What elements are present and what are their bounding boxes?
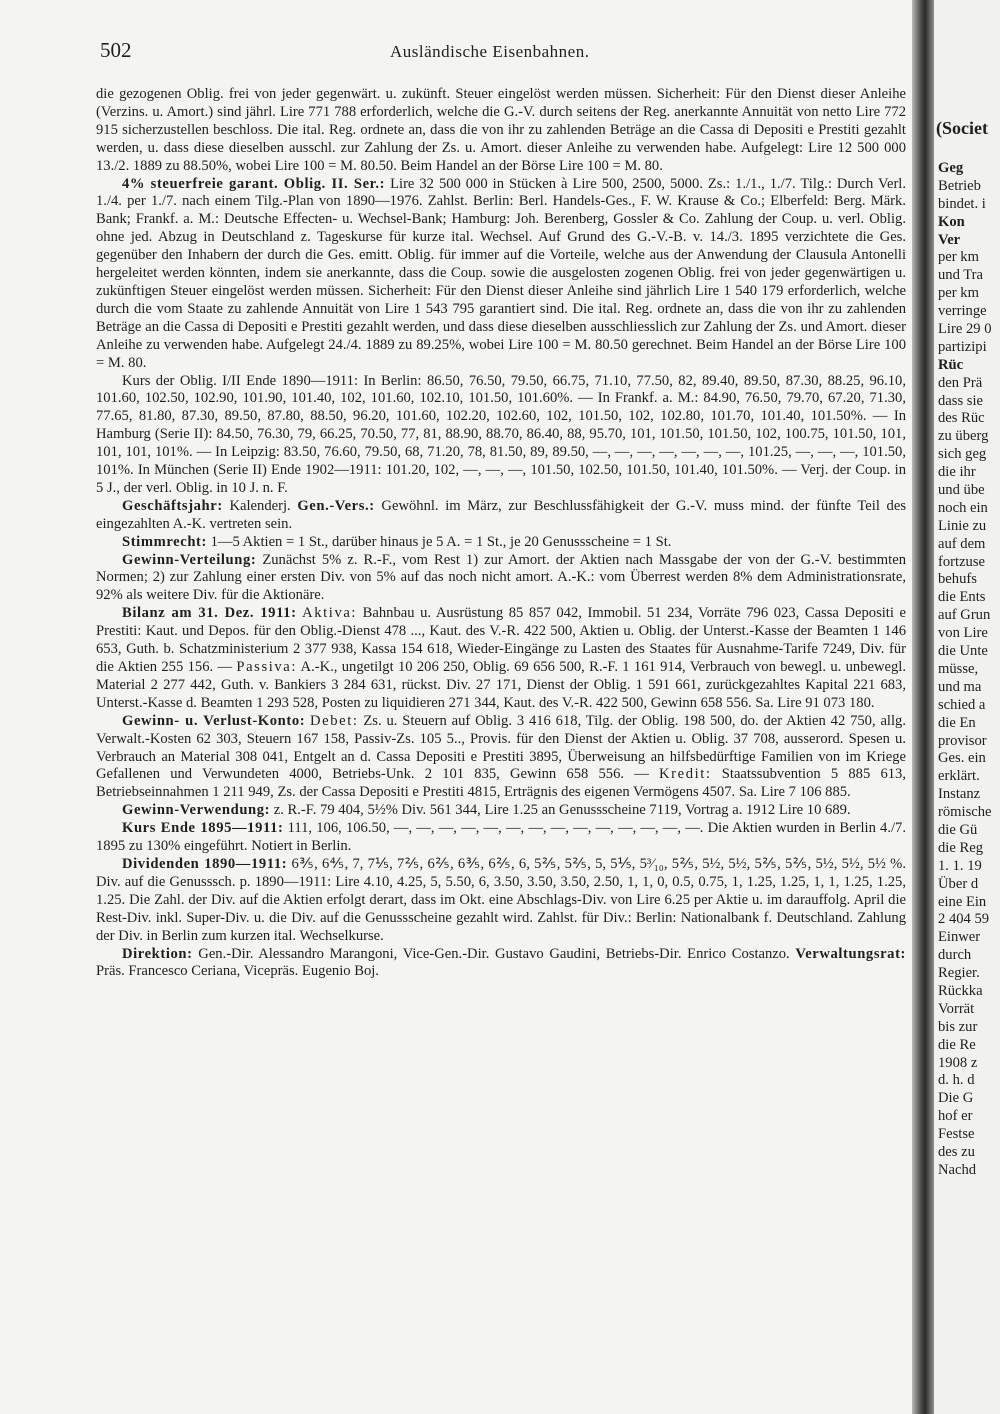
paragraph-text: z. R.-F. 79 404, 5½% Div. 561 344, Lire 1.25 an Genussscheine 7119, Vortrag a. 1912 Lire 10 689.	[273, 802, 851, 819]
adjacent-fragment: die Gü	[938, 821, 978, 838]
adjacent-heading: (Societ	[936, 118, 988, 138]
adjacent-fragment: 2 404 59	[938, 911, 990, 928]
page-header	[100, 38, 880, 68]
adjacent-fragment: und ma	[938, 678, 982, 695]
adjacent-fragment: fortzuse	[938, 553, 986, 570]
section-heading: Kurs Ende 1895—1911:	[122, 820, 284, 837]
paragraph-text: 111, 106, 106.50, —, —, —, —, —, —, —, —, —, —, —, —, —, —. Die Aktien wurden in Berlin 4./7. 1895 zu 130% eingeführt. Notiert in Berlin.	[96, 820, 906, 855]
running-title: Ausländische Eisenbahnen.	[390, 42, 590, 61]
paragraph-text: Präs. Francesco Ceriana, Vicepräs. Eugenio Boj.	[96, 963, 379, 980]
adjacent-fragment: müsse,	[938, 660, 979, 677]
adjacent-fragment: bindet. i	[938, 195, 986, 212]
adjacent-fragment: römische	[938, 804, 992, 821]
adjacent-fragment: Rüc	[938, 356, 964, 373]
adjacent-fragment: von Lire	[938, 625, 988, 642]
adjacent-fragment: Regier.	[938, 965, 980, 982]
page-number: 502	[100, 38, 132, 62]
adjacent-fragment: Die G	[938, 1090, 974, 1107]
adjacent-fragment: auf dem	[938, 535, 986, 552]
paragraph-text: Gen.-Dir. Alessandro Marangoni, Vice-Gen.-Dir. Gustavo Gaudini, Betriebs-Dir. Enrico Costanzo.	[198, 945, 790, 962]
adjacent-fragment: per km	[938, 249, 979, 266]
section-heading: Geschäftsjahr:	[122, 497, 223, 514]
assets-label: Aktiva:	[302, 605, 358, 622]
adjacent-page	[934, 0, 1000, 1414]
paragraph-text: Bahnbau u. Ausrüstung 85 857 042, Immobil. 51 234, Vorräte 796 023, Cassa Depositi e Prestiti: Kaut. und Depos. für den Oblig.-Dienst 478 ..., Kaut. des V.-R. 422 500, Aktien u. Oblig. der Unterst.-Kasse der Beamten 1 146 653, Guth. b. Schatzministerium 2 377 938, Kassa 154 618, Wieder-Eingänge zu Lasten des Staates für Ausnahme-Tarife 7249, Div. für die Aktien 255 156. —	[96, 605, 906, 675]
section-heading: Gewinn- u. Verlust-Konto:	[122, 712, 306, 729]
adjacent-fragment: Instanz	[938, 786, 981, 803]
section-heading: Gewinn-Verteilung:	[122, 551, 257, 568]
adjacent-fragment: Geg	[938, 160, 964, 176]
adjacent-fragment: Rückka	[938, 982, 983, 999]
adjacent-fragment: und übe	[938, 482, 985, 499]
paragraph-text: Lire 32 500 000 in Stücken à Lire 500, 2500, 5000. Zs.: 1./1., 1./7. Tilg.: Durch Verl. 1./4. per 1./7. nach einem Tilg.-Plan von 1890—1976. Zahlst. Berlin: Berl. Handels-Ges., F. W. Krause & Co.; Elberfeld: Berg. Märk. Bank; Frankf. a. M.: Deutsche Effecten- u. Wechsel-Bank; Hamburg: Joh. Berenberg, Gossler & Co. Zahlung der Coup. u. verl. Oblig. ohne jed. Abzug in Deutschland z. Tageskurse für kurze ital. Wechsel. Auf Grund des G.-V.-B. v. 14./3. 1895 verzichtete die Ges. gegenüber den Inhabern der durch die Ges. emitt. Oblig. für immer auf die Vorteile, welche aus der Anwendung der Clausula Antonelli hergeleitet werden könnten, indem sie anerkannte, dass die Coup. sowie die ausgelosten zogenen Oblig. frei von jeder gegenwärtigen u. zukünftigen Steuer eingelöst werden müssen. Sicherheit: Für den Dienst dieser Anleihe sind jährlich Lire 1 540 179 erforderlich, welche durch die vom Staate zu zahlende Annuität von Lire 1 543 795 garantiert sind. Die ital. Reg. ordnete an, dass die von ihr zu zahlenden Beträge an die Cassa di Depositi e Prestiti gezahlt werden, und dass diese dieselben ausschliesslich zur Zahlung der Zs. und Amort. dieser Anleihe zu verwenden habe. Aufgelegt 24./4. 1889 zu 89.25%, wobei Lire 100 = M. 80.50 gerechnet. Beim Handel an der Börse Lire 100 = M. 80.	[96, 175, 906, 371]
section-heading: Stimmrecht:	[122, 533, 207, 550]
section-heading: Bilanz am 31. Dez. 1911:	[122, 605, 297, 622]
liabilities-label: Passiva:	[236, 659, 298, 675]
adjacent-fragment: des zu	[938, 1143, 975, 1160]
section-heading: Gen.-Vers.:	[297, 497, 375, 514]
paragraph-obligation-ii	[96, 176, 906, 373]
paragraph-management	[96, 946, 906, 982]
credit-label: Kredit:	[659, 766, 712, 783]
paragraph-profit-use	[96, 802, 906, 820]
adjacent-fragment: und Tra	[938, 267, 984, 284]
adjacent-fragment: Ges. ein	[938, 750, 986, 767]
paragraph-share-prices	[96, 820, 906, 856]
adjacent-fragment: behufs	[938, 571, 977, 588]
paragraph-text: Kalenderj.	[229, 497, 291, 514]
adjacent-text-fragments	[938, 160, 1000, 1180]
adjacent-fragment: bis zur	[938, 1018, 978, 1035]
paragraph-text: Kurs der Oblig. I/II Ende 1890—1911: In Berlin: 86.50, 76.50, 79.50, 66.75, 71.10, 77.50, 82, 89.40, 89.50, 87.30, 88.25, 96.10, 101.60, 102.50, 102.90, 101.90, 101.40, 102, 101.60, 102.10, 101.50, 101.60%. — In Frankf. a. M.: 84.90, 76.50, 79.70, 67.20, 71.30, 77.65, 81.80, 87.30, 89.50, 87.80, 88.50, 96.20, 101.60, 102.20, 102.60, 102, 101.50, 102, 102.80, 101.70, 101.40, 101.50%. — In Hamburg (Serie II): 84.50, 76.30, 79, 66.25, 70.50, 77, 81, 88.90, 88.70, 86.40, 88, 95.70, 101, 101.50, 101.50, 102, 100.75, 101.50, 101, 101, 101, 101%. — In Leipzig: 83.50, 76.60, 79.50, 68, 71.20, 78, 81.50, 89, 89.50, —, —, —, —, —, —, —, 101.25, —, —, —, 101.50, 101%. In München (Serie II) Ende 1902—1911: 101.20, 102, —, —, —, 101.50, 102.50, 101.50, 101.40, 101.50%. — Verj. der Coup. in 5 J., der verl. Oblig. in 10 J. n. F.	[96, 372, 906, 496]
section-heading: Gewinn-Verwendung:	[122, 802, 271, 819]
paragraph-profit-loss-account	[96, 713, 906, 803]
section-heading: Dividenden 1890—1911:	[122, 855, 288, 872]
adjacent-fragment: die Re	[938, 1036, 976, 1053]
paragraph-text: die gezogenen Oblig. frei von jeder gegenwärt. u. zukünft. Steuer eingelöst werden müssen. Sicherheit: Für den Dienst dieser Anleihe (Verzins. u. Amort.) sind jährl. Lire 771 788 erforderlich, welche die G.-V. durch seitens der Reg. anerkannte Annuität von netto Lire 772 915 sicherzustellen beschloss. Die ital. Reg. ordnete an, dass die von ihr zu zahlenden Beträge an die Cassa di Depositi e Prestiti gezahlt werden, u. dass diese dieselben ausschl. zur Zahlung der Zs. u. Amort. dieser Anleihe zu verwenden habe. Aufgelegt: Lire 12 500 000 13./2. 1889 zu 88.50%, wobei Lire 100 = M. 80.50. Beim Handel an der Börse Lire 100 = M. 80.	[96, 86, 906, 174]
adjacent-fragment: schied a	[938, 696, 986, 713]
adjacent-fragment: die En	[938, 714, 976, 731]
paragraph-text: Zs. u. Steuern auf Oblig. 3 416 618, Tilg. der Oblig. 198 500, do. der Aktien 42 750, allg. Verwalt.-Kosten 62 303, Steuern 167 158, Passiv-Zs. 105 5.., Provis. für den Dienst der Aktien u. Oblig. 37 708, ausserord. Spesen u. Verbrauch an Material 308 041, Entgelt an d. Cassa Depositi e Prestiti 3895, Überweisung an hilfsbedürftige Familien von im Kriege Gefallenen und Verwundeten 4000, Betriebs-Unk. 2 101 835, Gewinn 658 556. —	[96, 712, 906, 783]
section-heading: Direktion:	[122, 945, 193, 962]
adjacent-fragment: Festse	[938, 1126, 975, 1143]
adjacent-fragment: den Prä	[938, 374, 983, 391]
adjacent-fragment: eine Ein	[938, 893, 987, 910]
paragraph-text: Staatssubvention 5 885 613, Betriebseinnahmen 1 211 949, Zs. der Cassa Depositi e Prestiti 4815, Erträgnis des eigenen Vermögens 4507. Sa. Lire 7 106 885.	[96, 766, 906, 801]
paragraph-text: A.-K., ungetilgt 10 206 250, Oblig. 69 656 500, R.-F. 1 161 914, Verbrauch von bewegl. u. unbewegl. Material 2 277 442, Guth. v. Bankiers 3 284 631, rückst. Div. 27 171, Dienst der Oblig. 1 591 661, zurückgezahltes Kapital 221 683, Unterst.-Kasse d. Beamten 1 293 528, Posten zu liquidieren 271 344, Kaut. des V.-R. 422 500, Gewinn 658 556. Sa. Lire 91 073 180.	[96, 659, 906, 711]
adjacent-fragment: erklärt.	[938, 768, 980, 785]
adjacent-fragment: 1908 z	[938, 1054, 978, 1071]
page-body	[96, 86, 906, 1366]
adjacent-fragment: sich geg	[938, 446, 987, 463]
debit-label: Debet:	[310, 712, 359, 729]
adjacent-fragment: des Rüc	[938, 410, 985, 427]
adjacent-fragment: die Unte	[938, 643, 988, 660]
adjacent-fragment: provisor	[938, 732, 987, 749]
adjacent-fragment: auf Grun	[938, 607, 991, 624]
book-gutter	[912, 0, 934, 1414]
paragraph-profit-distribution	[96, 552, 906, 606]
adjacent-fragment: verringe	[938, 303, 987, 320]
adjacent-fragment: d. h. d	[938, 1072, 975, 1089]
paragraph-balance-sheet	[96, 605, 906, 712]
paragraph-fiscal-year	[96, 498, 906, 534]
section-heading: Verwaltungsrat:	[795, 945, 906, 962]
paragraph-dividends	[96, 856, 906, 946]
adjacent-fragment: die Reg	[938, 839, 983, 856]
adjacent-fragment: Über d	[938, 875, 979, 892]
adjacent-fragment: 1. 1. 19	[938, 857, 982, 874]
adjacent-fragment: partizipi	[938, 338, 987, 355]
adjacent-fragment: per km	[938, 285, 979, 302]
paragraph-text: Zunächst 5% z. R.-F., vom Rest 1) zur Amort. der Aktien nach Massgabe der von der G.-V. bestimmten Normen; 2) zur Zahlung einer ersten Div. von 5% auf das noch nicht amort. A.-K.: vom Überrest werden 8% dem Administrationsrate, 92% als weitere Div. für die Aktionäre.	[96, 551, 906, 604]
paragraph-text: 6⅗, 6⅘, 7, 7⅕, 7⅖, 6⅖, 6⅗, 6⅖, 6, 5⅖, 5⅖, 5, 5⅕, 5³⁄₁₀, 5⅖, 5½, 5½, 5⅖, 5⅖, 5½, 5½, 5½ %. Div. auf die Genusssch. p. 1890—1911: Lire 4.10, 4.25, 5, 5.50, 6, 3.50, 3.50, 3.50, 2.50, 1, 1, 0, 0.5, 0.75, 1, 1.25, 1.25, 1, 1, 1.25, 1.25, 1.25. Die Zahl. der Div. auf die Aktien erfolgt derart, dass im Okt. eine Abschlags-Div. von Lire 6.25 per Aktie u. im darauffolg. April die Rest-Div. inkl. Super-Div. u. die Div. auf die Genussscheine gezahlt wird. Zahlst. für Div.: Berlin: Nationalbank f. Deutschland. Zahlung der Div. in Berlin zum kurzen ital. Wechselkurse.	[96, 855, 906, 944]
adjacent-fragment: Linie zu	[938, 517, 987, 534]
adjacent-fragment: Einwer	[938, 929, 981, 946]
paragraph-voting-rights	[96, 534, 906, 552]
section-heading: 4% steuerfreie garant. Oblig. II. Ser.:	[122, 175, 386, 192]
adjacent-fragment: zu überg	[938, 428, 989, 445]
adjacent-fragment: Kon	[938, 213, 965, 230]
adjacent-fragment: Lire 29 0	[938, 321, 992, 338]
adjacent-fragment: noch ein	[938, 499, 988, 516]
adjacent-fragment: Betrieb	[938, 177, 981, 194]
adjacent-fragment: Ver	[938, 231, 961, 248]
adjacent-fragment: die Ents	[938, 589, 986, 606]
paragraph-text: 1—5 Aktien = 1 St., darüber hinaus je 5 A. = 1 St., je 20 Genussscheine = 1 St.	[210, 533, 672, 550]
paragraph-obligation-prices	[96, 373, 906, 498]
adjacent-fragment: dass sie	[938, 392, 983, 409]
adjacent-fragment: die ihr	[938, 464, 976, 481]
adjacent-fragment: Nachd	[938, 1161, 977, 1178]
paragraph-text: Gewöhnl. im März, zur Beschlussfähigkeit der G.-V. muss mind. der fünfte Teil des eingezahlten A.-K. vertreten sein.	[96, 497, 906, 532]
paragraph-obligation-i-security	[96, 86, 906, 176]
adjacent-fragment: durch	[938, 947, 972, 964]
adjacent-fragment: hof er	[938, 1108, 973, 1125]
adjacent-fragment: Vorrät	[938, 1000, 975, 1017]
